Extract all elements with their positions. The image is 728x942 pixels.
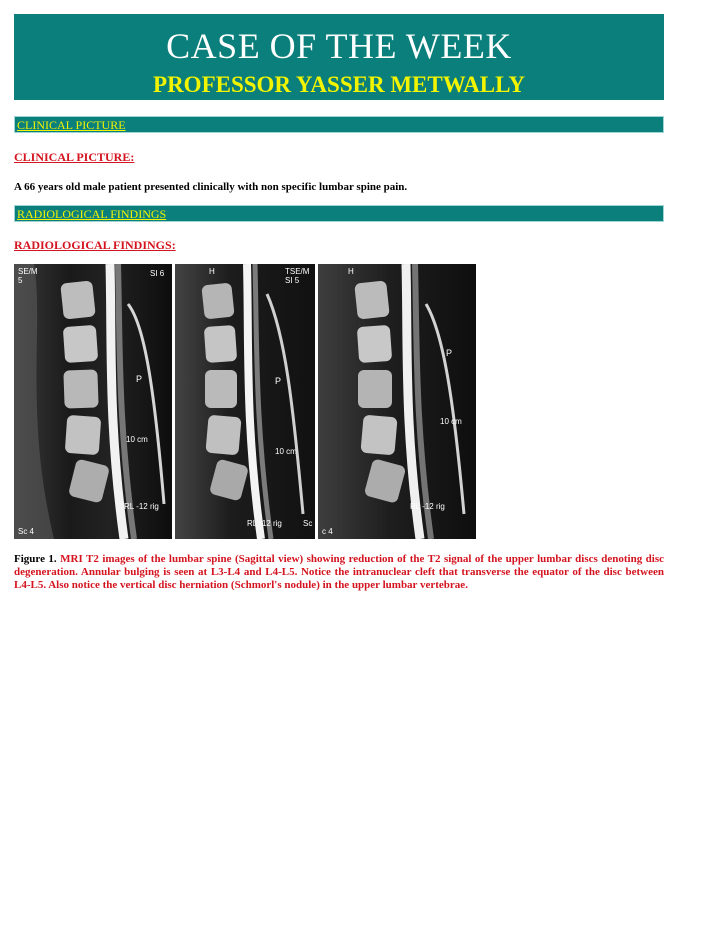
mri-image-2 bbox=[175, 264, 315, 539]
svg-text:SE/M: SE/M bbox=[18, 267, 38, 276]
clinical-picture-heading: CLINICAL PICTURE: bbox=[14, 150, 135, 164]
figure-caption bbox=[14, 553, 664, 592]
figure-caption-text: MRI T2 images of the lumbar spine (Sagittal view) showing reduction of the T2 signal of the upper lumbar discs denoting disc degeneration. Annular bulging is seen at L3-L4 and L4-L5. Notice the intranuclear cleft that transverse the equator of the disc between L4-L5. Also notice the vertical disc herniation (Schmorl's nodule) in the upper lumbar vertebrae. bbox=[14, 553, 665, 591]
svg-text:10 cm: 10 cm bbox=[126, 435, 148, 444]
svg-text:Sc: Sc bbox=[303, 519, 313, 528]
page-title: CASE OF THE WEEK bbox=[166, 26, 512, 66]
svg-text:H: H bbox=[348, 267, 354, 276]
svg-text:Sc 4: Sc 4 bbox=[18, 527, 35, 536]
radiological-findings-bar bbox=[14, 205, 664, 222]
svg-text:SI 6: SI 6 bbox=[150, 269, 165, 278]
figure-images bbox=[14, 264, 476, 539]
figure-caption-label: Figure 1. bbox=[14, 553, 57, 565]
svg-text:RL -12 rig: RL -12 rig bbox=[247, 519, 282, 528]
svg-text:10 cm: 10 cm bbox=[275, 447, 297, 456]
svg-text:c 4: c 4 bbox=[322, 527, 333, 536]
mri-image-1 bbox=[14, 264, 172, 539]
clinical-picture-text: A 66 years old male patient presented clinically with non specific lumbar spine pain. bbox=[14, 181, 408, 193]
svg-text:P: P bbox=[275, 376, 282, 386]
svg-text:P: P bbox=[446, 348, 453, 358]
page-subtitle: PROFESSOR YASSER METWALLY bbox=[153, 72, 525, 97]
svg-text:TSE/M: TSE/M bbox=[285, 267, 310, 276]
page-header bbox=[14, 14, 664, 100]
svg-text:10 cm: 10 cm bbox=[440, 417, 462, 426]
svg-text:RL -12 rig: RL -12 rig bbox=[124, 502, 159, 511]
svg-text:P: P bbox=[136, 374, 143, 384]
svg-text:RL -12 rig: RL -12 rig bbox=[410, 502, 445, 511]
mri-image-3 bbox=[318, 264, 476, 539]
clinical-picture-link[interactable]: CLINICAL PICTURE bbox=[17, 118, 126, 132]
svg-text:SI 5: SI 5 bbox=[285, 276, 300, 285]
radiological-findings-link[interactable]: RADIOLOGICAL FINDINGS bbox=[17, 207, 167, 221]
svg-text:H: H bbox=[209, 267, 215, 276]
clinical-picture-bar bbox=[14, 116, 664, 133]
radiological-findings-heading: RADIOLOGICAL FINDINGS: bbox=[14, 238, 176, 252]
svg-text:5: 5 bbox=[18, 276, 23, 285]
